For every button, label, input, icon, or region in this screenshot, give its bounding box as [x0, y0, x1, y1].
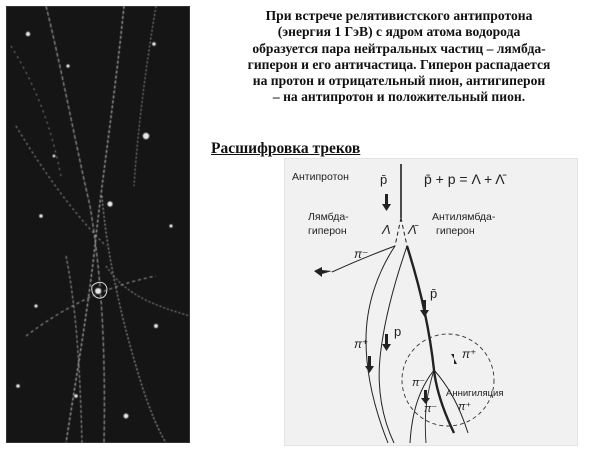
pi-minus-bottom-label: π⁻ — [424, 403, 438, 415]
antiproton-label: Антипротон — [292, 171, 349, 183]
lambda-label-line1: Лямбда- — [308, 211, 349, 223]
caption-line: гиперон и его античастица. Гиперон распадается — [247, 56, 551, 72]
track-diagram — [284, 158, 578, 446]
antilambda-label-line2: гиперон — [436, 225, 475, 237]
pi-plus-right-label: π⁺ — [462, 347, 477, 361]
pbar-middle-label: p̄ — [430, 286, 438, 301]
pi-minus-upper-label: π⁻ — [354, 247, 369, 261]
pi-minus-lower-label: π⁻ — [412, 377, 426, 389]
proton-label: p — [394, 324, 402, 339]
track-decoding-heading: Расшифровка треков — [211, 140, 361, 157]
lambda-label-line2: гиперон — [308, 225, 347, 237]
lambda-symbol: Λ — [382, 222, 391, 237]
pi-plus-left-label: π⁺ — [354, 337, 369, 351]
bubble-chamber-photo — [6, 6, 190, 443]
pbar-top-label: p̄ — [380, 172, 388, 187]
caption-text — [203, 8, 595, 106]
antilambda-symbol: Λ̄ — [408, 222, 417, 237]
caption-line: (энергия 1 ГэВ) с ядром атома водорода — [277, 24, 521, 40]
caption-line: на протон и отрицательный пион, антигиперон — [252, 73, 546, 89]
caption-line: При встрече релятивистского антипротона — [265, 8, 533, 23]
antilambda-label-line1: Антилямбда- — [432, 211, 496, 223]
pi-plus-lower-label: π⁺ — [458, 401, 472, 413]
reaction-equation: p̄ + p = Λ + Λ̄ — [424, 171, 505, 187]
caption-line: – на антипротон и положительный пион. — [272, 89, 526, 105]
annihilation-label: Аннигиляция — [446, 388, 504, 399]
caption-line: образуется пара нейтральных частиц – лямбда- — [252, 40, 546, 56]
